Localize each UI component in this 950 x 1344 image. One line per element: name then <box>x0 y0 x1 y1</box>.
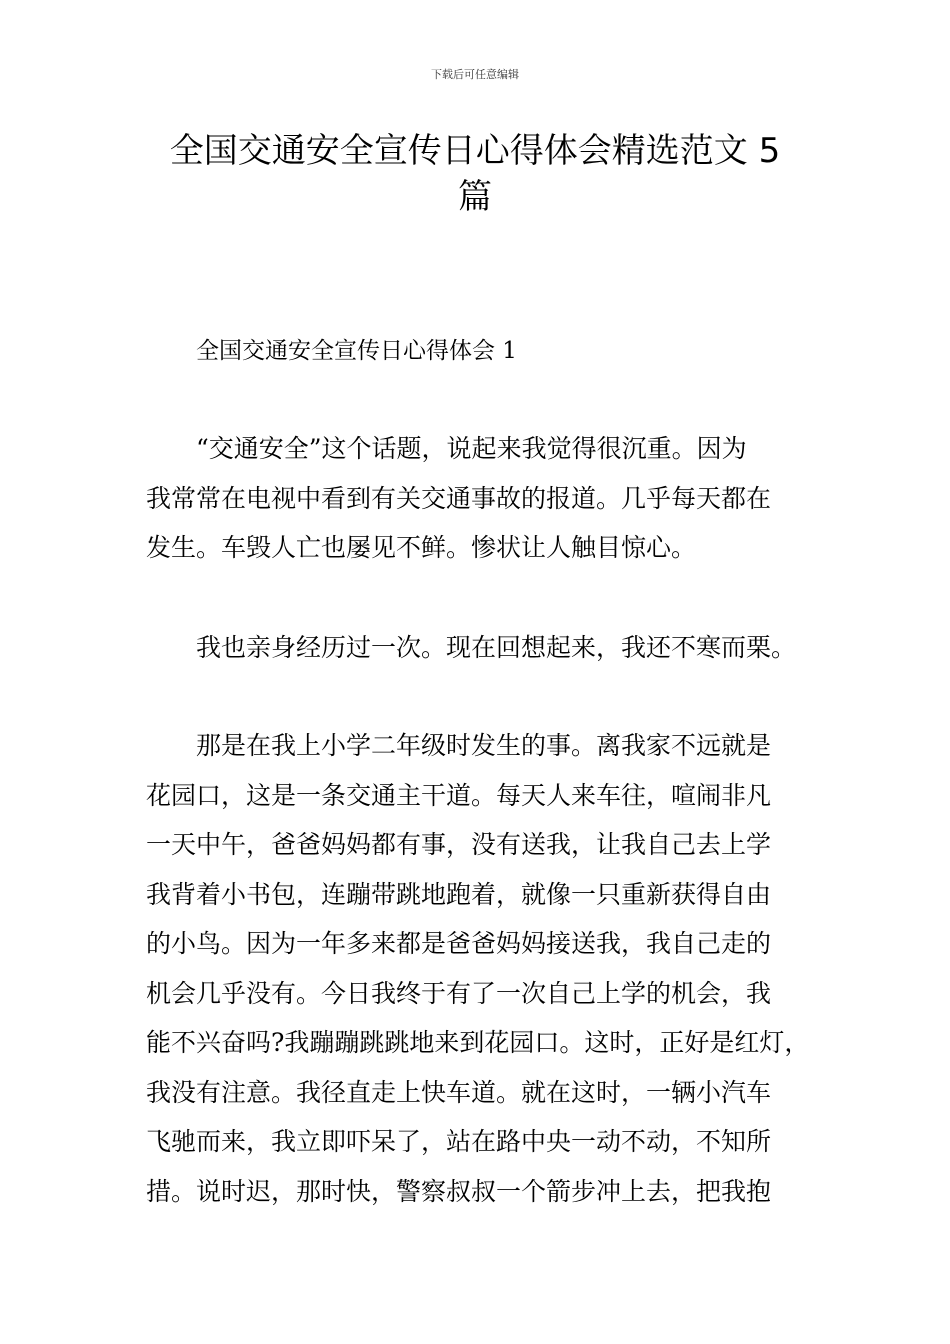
paragraph-line: 那是在我上小学二年级时发生的事。离我家不远就是 <box>196 731 772 760</box>
paragraph-line: 发生。车毁人亡也屡见不鲜。惨状让人触目惊心。 <box>146 533 697 562</box>
header-note: 下载后可任意编辑 <box>431 68 519 81</box>
document-title <box>130 128 820 220</box>
paragraph-line: 我没有注意。我径直走上快车道。就在这时，一辆小汽车 <box>146 1077 772 1107</box>
paragraph-line: 我常常在电视中看到有关交通事故的报道。几乎每天都在 <box>146 483 772 513</box>
title-line-1: 全国交通安全宣传日心得体会精选范文 5 <box>169 131 781 171</box>
paragraph-line: “交通安全”这个话题，说起来我觉得很沉重。因为 <box>196 434 747 463</box>
paragraph-2 <box>146 633 796 683</box>
paragraph-line: 能不兴奋吗?我蹦蹦跳跳地来到花园口。这时，正好是红灯， <box>146 1028 810 1057</box>
paragraph-1 <box>146 434 771 583</box>
paragraph-line: 我也亲身经历过一次。现在回想起来，我还不寒而栗。 <box>196 633 797 662</box>
paragraph-line: 的小鸟。因为一年多来都是爸爸妈妈接送我，我自己走的 <box>146 929 772 958</box>
title-line-2: 篇 <box>458 177 492 217</box>
paragraph-line: 花园口，这是一条交通主干道。每天人来车往，喧闹非凡 <box>146 780 772 810</box>
paragraph-line: 一天中午，爸爸妈妈都有事，没有送我，让我自己去上学 <box>146 830 772 859</box>
section-heading: 全国交通安全宣传日心得体会 1 <box>196 338 517 364</box>
paragraph-line: 我背着小书包，连蹦带跳地跑着，就像一只重新获得自由 <box>146 879 772 909</box>
paragraph-3 <box>146 731 809 1226</box>
paragraph-line: 机会几乎没有。今日我终于有了一次自己上学的机会，我 <box>146 978 772 1008</box>
paragraph-line: 飞驰而来，我立即吓呆了，站在路中央一动不动，不知所 <box>146 1127 772 1156</box>
paragraph-line: 措。说时迟，那时快，警察叔叔一个箭步冲上去，把我抱 <box>146 1176 772 1206</box>
